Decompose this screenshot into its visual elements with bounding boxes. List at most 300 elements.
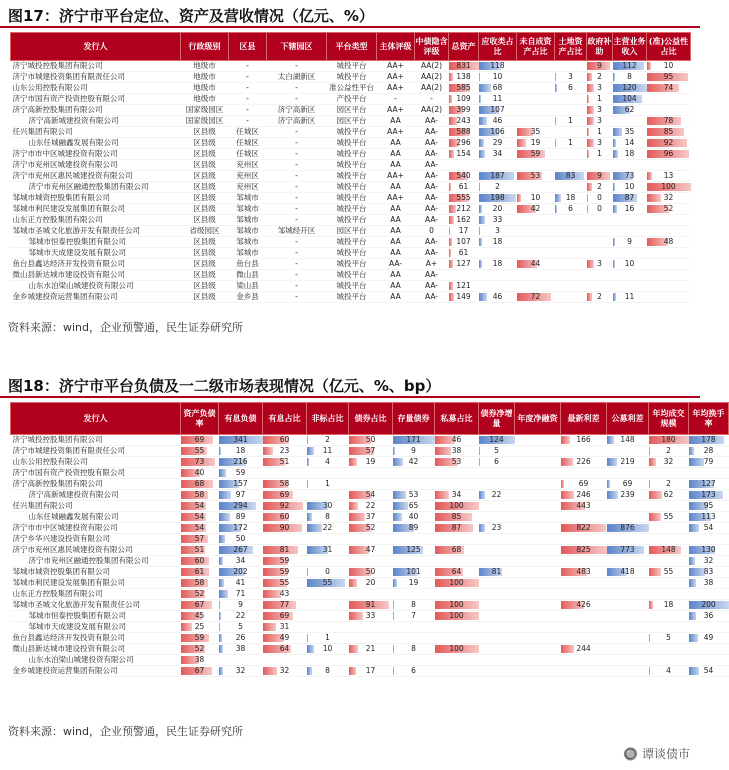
fig18-header-10: 最新利差 bbox=[561, 403, 607, 435]
table-cell bbox=[307, 655, 349, 666]
table-cell bbox=[607, 556, 649, 567]
table-cell: 399 bbox=[449, 105, 479, 116]
table-row bbox=[11, 589, 729, 600]
table-cell bbox=[349, 622, 393, 633]
table-cell: 180 bbox=[649, 435, 689, 446]
table-cell: 71 bbox=[219, 589, 263, 600]
table-cell bbox=[435, 633, 479, 644]
table-cell: 97 bbox=[219, 490, 263, 501]
table-cell: - bbox=[267, 281, 327, 292]
table-cell: 30 bbox=[307, 501, 349, 512]
table-cell: 邹城市 bbox=[229, 237, 267, 248]
table-cell: AA- bbox=[415, 182, 449, 193]
fig17-header-2: 区县 bbox=[229, 33, 267, 61]
table-cell: AA- bbox=[415, 215, 449, 226]
table-cell: 17 bbox=[449, 226, 479, 237]
table-cell: 212 bbox=[449, 204, 479, 215]
table-cell: 65 bbox=[393, 501, 435, 512]
table-cell: AA- bbox=[415, 292, 449, 303]
table-cell: 城投平台 bbox=[327, 127, 377, 138]
table-cell: 178 bbox=[689, 435, 729, 446]
table-cell bbox=[263, 468, 307, 479]
table-cell: 53 bbox=[393, 490, 435, 501]
table-cell bbox=[649, 655, 689, 666]
table-row bbox=[11, 226, 691, 237]
table-cell: 148 bbox=[649, 545, 689, 556]
table-cell: 11 bbox=[307, 446, 349, 457]
table-cell: AA+ bbox=[377, 193, 415, 204]
table-cell: 13 bbox=[647, 171, 691, 182]
table-cell bbox=[393, 622, 435, 633]
fig17-header-4: 平台类型 bbox=[327, 33, 377, 61]
table-cell bbox=[479, 556, 515, 567]
table-cell: 济宁高新区 bbox=[267, 116, 327, 127]
table-cell: 19 bbox=[393, 578, 435, 589]
table-cell: 省级园区 bbox=[181, 226, 229, 237]
table-cell bbox=[479, 655, 515, 666]
table-cell: 8 bbox=[393, 600, 435, 611]
table-cell: 61 bbox=[449, 248, 479, 259]
table-cell: 162 bbox=[449, 215, 479, 226]
table-cell: - bbox=[267, 61, 327, 72]
table-cell: 58 bbox=[181, 490, 219, 501]
table-cell: - bbox=[267, 237, 327, 248]
table-cell bbox=[649, 622, 689, 633]
table-cell bbox=[689, 468, 729, 479]
table-cell: 44 bbox=[517, 259, 555, 270]
table-cell: 9 bbox=[587, 61, 613, 72]
table-cell: 6 bbox=[555, 83, 587, 94]
table-cell: 35 bbox=[613, 127, 647, 138]
table-cell bbox=[307, 600, 349, 611]
table-cell: 107 bbox=[479, 105, 517, 116]
table-cell: 113 bbox=[689, 512, 729, 523]
table-cell: 城投平台 bbox=[327, 149, 377, 160]
table-cell: 34 bbox=[435, 490, 479, 501]
fig17-header-3: 下辖园区 bbox=[267, 33, 327, 61]
table-cell: 92 bbox=[263, 501, 307, 512]
table-cell: 城投平台 bbox=[327, 160, 377, 171]
table-cell bbox=[647, 248, 691, 259]
table-cell: 89 bbox=[393, 523, 435, 534]
table-cell bbox=[607, 633, 649, 644]
table-cell bbox=[517, 270, 555, 281]
table-cell: AA(2) bbox=[415, 61, 449, 72]
table-cell: 104 bbox=[613, 94, 647, 105]
table-cell bbox=[515, 457, 561, 468]
table-cell: 22 bbox=[349, 501, 393, 512]
table-cell: 172 bbox=[219, 523, 263, 534]
table-cell bbox=[307, 468, 349, 479]
fig18-header-3: 有息占比 bbox=[263, 403, 307, 435]
table-cell: 296 bbox=[449, 138, 479, 149]
table-cell bbox=[515, 578, 561, 589]
table-cell: - bbox=[267, 204, 327, 215]
table-cell: 43 bbox=[263, 589, 307, 600]
table-cell bbox=[649, 589, 689, 600]
table-cell: 69 bbox=[263, 611, 307, 622]
table-cell: 2 bbox=[307, 435, 349, 446]
table-cell: 198 bbox=[479, 193, 517, 204]
table-cell: 157 bbox=[219, 479, 263, 490]
table-cell bbox=[435, 556, 479, 567]
table-cell: 81 bbox=[479, 567, 515, 578]
table-cell bbox=[515, 600, 561, 611]
table-cell bbox=[555, 94, 587, 105]
table-cell: - bbox=[229, 116, 267, 127]
table-row bbox=[11, 633, 729, 644]
table-cell: 74 bbox=[647, 83, 691, 94]
table-cell: 95 bbox=[647, 72, 691, 83]
table-cell: 107 bbox=[449, 237, 479, 248]
table-cell: 426 bbox=[561, 600, 607, 611]
table-cell bbox=[393, 589, 435, 600]
table-cell: 2 bbox=[587, 182, 613, 193]
table-cell: 67 bbox=[181, 666, 219, 677]
table-cell bbox=[517, 83, 555, 94]
table-cell: 兖州区 bbox=[229, 182, 267, 193]
table-cell: 85 bbox=[435, 512, 479, 523]
table-cell: AA(2) bbox=[415, 83, 449, 94]
table-cell: 166 bbox=[561, 435, 607, 446]
table-cell: 69 bbox=[561, 479, 607, 490]
table-cell: 55 bbox=[649, 567, 689, 578]
table-cell: AA- bbox=[415, 281, 449, 292]
table-cell: - bbox=[267, 248, 327, 259]
table-cell: 106 bbox=[479, 127, 517, 138]
table-cell: 济宁高新区 bbox=[267, 105, 327, 116]
table-cell: 4 bbox=[649, 666, 689, 677]
table-cell: 173 bbox=[689, 490, 729, 501]
table-cell: 地级市 bbox=[181, 72, 229, 83]
table-row bbox=[11, 468, 729, 479]
table-cell bbox=[613, 116, 647, 127]
table-cell: 52 bbox=[647, 204, 691, 215]
table-cell: 585 bbox=[449, 83, 479, 94]
table-cell bbox=[517, 237, 555, 248]
table-cell: 58 bbox=[181, 578, 219, 589]
table-cell bbox=[555, 61, 587, 72]
table-cell: - bbox=[267, 138, 327, 149]
table-cell: 100 bbox=[435, 611, 479, 622]
table-row bbox=[11, 578, 729, 589]
table-cell bbox=[555, 182, 587, 193]
table-cell: 太白湖新区 bbox=[267, 72, 327, 83]
table-cell bbox=[613, 226, 647, 237]
table-cell: 10 bbox=[479, 72, 517, 83]
issuer-name: 邹城市利民建设发展集团有限公司 bbox=[11, 578, 181, 589]
issuer-name: 济宁高新控股集团有限公司 bbox=[11, 479, 181, 490]
table-cell bbox=[307, 622, 349, 633]
table-cell bbox=[587, 248, 613, 259]
table-cell: 城投平台 bbox=[327, 248, 377, 259]
table-cell: 园区平台 bbox=[327, 116, 377, 127]
table-cell: 40 bbox=[181, 468, 219, 479]
table-cell: 城投平台 bbox=[327, 281, 377, 292]
table-cell: A+ bbox=[415, 259, 449, 270]
table-cell bbox=[517, 281, 555, 292]
table-cell bbox=[393, 479, 435, 490]
table-cell bbox=[607, 468, 649, 479]
table-cell bbox=[307, 490, 349, 501]
table-cell: 89 bbox=[219, 512, 263, 523]
table-cell: 17 bbox=[349, 666, 393, 677]
table-cell bbox=[349, 468, 393, 479]
table-cell bbox=[649, 644, 689, 655]
table-cell: 区县级 bbox=[181, 248, 229, 259]
table-cell: 9 bbox=[587, 171, 613, 182]
table-cell bbox=[561, 622, 607, 633]
table-cell: AA bbox=[377, 270, 415, 281]
table-cell: 876 bbox=[607, 523, 649, 534]
table-cell: 城投平台 bbox=[327, 215, 377, 226]
table-cell: 100 bbox=[435, 644, 479, 655]
table-cell: 200 bbox=[689, 600, 729, 611]
fig17-header-7: 总资产 bbox=[449, 33, 479, 61]
table-cell: 7 bbox=[393, 611, 435, 622]
table-cell: 18 bbox=[479, 259, 517, 270]
table-cell: 10 bbox=[517, 193, 555, 204]
table-cell: 49 bbox=[263, 633, 307, 644]
issuer-name: 邹城市利民建设发展集团有限公司 bbox=[11, 204, 181, 215]
table-cell: 9 bbox=[613, 237, 647, 248]
fig17-header-0: 发行人 bbox=[11, 33, 181, 61]
table-cell: 91 bbox=[349, 600, 393, 611]
table-cell: 51 bbox=[181, 545, 219, 556]
table-cell: 125 bbox=[393, 545, 435, 556]
issuer-name: 鱼台县鑫达经济开发投资有限公司 bbox=[11, 633, 181, 644]
table-cell bbox=[479, 545, 515, 556]
issuer-name: 济宁城投控股集团有限公司 bbox=[11, 435, 181, 446]
table-cell: 50 bbox=[349, 567, 393, 578]
table-cell: 112 bbox=[613, 61, 647, 72]
table-cell: 28 bbox=[689, 446, 729, 457]
figure-17 bbox=[0, 0, 700, 340]
figure-18-table bbox=[10, 402, 729, 677]
table-cell: 1 bbox=[555, 116, 587, 127]
table-cell: 246 bbox=[561, 490, 607, 501]
table-cell: 267 bbox=[219, 545, 263, 556]
table-cell: 国家级园区 bbox=[181, 105, 229, 116]
table-cell bbox=[647, 292, 691, 303]
table-cell bbox=[517, 215, 555, 226]
table-cell: AA bbox=[377, 138, 415, 149]
table-cell: 78 bbox=[647, 116, 691, 127]
table-cell: 69 bbox=[263, 490, 307, 501]
table-row bbox=[11, 512, 729, 523]
table-cell: 任城区 bbox=[229, 149, 267, 160]
table-cell: 53 bbox=[517, 171, 555, 182]
table-cell bbox=[561, 589, 607, 600]
table-cell: 29 bbox=[479, 138, 517, 149]
table-cell: 2 bbox=[587, 72, 613, 83]
table-cell: AA bbox=[377, 237, 415, 248]
table-cell: AA- bbox=[415, 116, 449, 127]
table-cell bbox=[689, 534, 729, 545]
table-cell: 36 bbox=[689, 611, 729, 622]
table-cell bbox=[649, 523, 689, 534]
table-cell bbox=[479, 248, 517, 259]
table-cell bbox=[479, 578, 515, 589]
table-cell: 55 bbox=[181, 446, 219, 457]
table-cell: 38 bbox=[689, 578, 729, 589]
table-cell bbox=[515, 468, 561, 479]
table-cell: 3 bbox=[587, 259, 613, 270]
table-cell bbox=[587, 226, 613, 237]
table-cell: AA bbox=[377, 116, 415, 127]
table-row bbox=[11, 435, 729, 446]
issuer-name: 济宁市城建投资集团有限责任公司 bbox=[11, 72, 181, 83]
table-row bbox=[11, 523, 729, 534]
table-row bbox=[11, 171, 691, 182]
table-cell: 城投平台 bbox=[327, 171, 377, 182]
table-cell bbox=[349, 633, 393, 644]
table-cell: 68 bbox=[435, 545, 479, 556]
table-row bbox=[11, 61, 691, 72]
table-cell bbox=[479, 611, 515, 622]
table-cell bbox=[517, 226, 555, 237]
fig18-header-8: 债券净增量 bbox=[479, 403, 515, 435]
table-cell: 61 bbox=[449, 182, 479, 193]
table-cell bbox=[515, 479, 561, 490]
issuer-name: 山东水泊梁山城建投资有限公司 bbox=[11, 655, 181, 666]
table-cell: 187 bbox=[479, 171, 517, 182]
table-cell: 6 bbox=[555, 204, 587, 215]
table-cell bbox=[435, 468, 479, 479]
table-cell: 19 bbox=[517, 138, 555, 149]
table-cell: 32 bbox=[649, 457, 689, 468]
table-cell bbox=[647, 215, 691, 226]
table-cell: 61 bbox=[181, 567, 219, 578]
table-cell: 区县级 bbox=[181, 292, 229, 303]
table-cell bbox=[393, 468, 435, 479]
table-cell: 园区平台 bbox=[327, 105, 377, 116]
table-row bbox=[11, 105, 691, 116]
table-cell: 31 bbox=[307, 545, 349, 556]
table-cell: 23 bbox=[479, 523, 515, 534]
table-cell: 154 bbox=[449, 149, 479, 160]
table-cell: 1 bbox=[307, 479, 349, 490]
table-cell: 73 bbox=[181, 457, 219, 468]
table-cell bbox=[515, 534, 561, 545]
table-cell: 79 bbox=[689, 457, 729, 468]
table-cell: 城投平台 bbox=[327, 237, 377, 248]
table-cell bbox=[517, 105, 555, 116]
table-cell: - bbox=[267, 160, 327, 171]
table-cell: AA- bbox=[415, 138, 449, 149]
table-cell: 42 bbox=[517, 204, 555, 215]
table-cell: 62 bbox=[649, 490, 689, 501]
table-cell bbox=[689, 622, 729, 633]
issuer-name: 济宁乡华兴建设投资有限公司 bbox=[11, 534, 181, 545]
table-cell bbox=[613, 215, 647, 226]
table-cell: 68 bbox=[479, 83, 517, 94]
issuer-name: 济宁市兖州区惠民城建投资有限公司 bbox=[11, 171, 181, 182]
table-cell bbox=[479, 600, 515, 611]
issuer-name: 金乡城建投资运营集团有限公司 bbox=[11, 292, 181, 303]
table-cell: 3 bbox=[587, 105, 613, 116]
table-cell: AA- bbox=[415, 248, 449, 259]
table-cell: - bbox=[229, 83, 267, 94]
table-cell bbox=[435, 622, 479, 633]
table-cell: AA bbox=[377, 226, 415, 237]
table-cell bbox=[515, 655, 561, 666]
fig18-header-0: 发行人 bbox=[11, 403, 181, 435]
table-row bbox=[11, 116, 691, 127]
table-cell: 3 bbox=[479, 226, 517, 237]
table-cell: 邹城市 bbox=[229, 204, 267, 215]
table-cell: 588 bbox=[449, 127, 479, 138]
table-cell: 118 bbox=[479, 61, 517, 72]
table-cell bbox=[613, 270, 647, 281]
issuer-name: 济宁市国有资产投资控股有限公司 bbox=[11, 94, 181, 105]
table-cell: AA(2) bbox=[415, 105, 449, 116]
issuer-name: 邹城市天成建设发展有限公司 bbox=[11, 248, 181, 259]
table-row bbox=[11, 215, 691, 226]
table-cell bbox=[393, 534, 435, 545]
fig17-header-1: 行政级别 bbox=[181, 33, 229, 61]
table-cell: 53 bbox=[435, 457, 479, 468]
table-cell: 77 bbox=[263, 600, 307, 611]
issuer-name: 邹城市天成建设发展有限公司 bbox=[11, 622, 181, 633]
table-cell: 兖州区 bbox=[229, 160, 267, 171]
table-cell: 96 bbox=[647, 149, 691, 160]
table-cell: 梁山县 bbox=[229, 281, 267, 292]
table-row bbox=[11, 600, 729, 611]
table-cell: 0 bbox=[587, 204, 613, 215]
table-cell: 城投平台 bbox=[327, 193, 377, 204]
table-cell bbox=[515, 556, 561, 567]
fig17-header-11: 政府补助 bbox=[587, 33, 613, 61]
table-cell: 120 bbox=[613, 83, 647, 94]
table-cell bbox=[587, 237, 613, 248]
table-cell: AA bbox=[377, 281, 415, 292]
table-cell: 226 bbox=[561, 457, 607, 468]
issuer-name: 济宁高新控股集团有限公司 bbox=[11, 105, 181, 116]
table-cell: 109 bbox=[449, 94, 479, 105]
table-cell: 50 bbox=[219, 534, 263, 545]
table-cell bbox=[587, 270, 613, 281]
table-cell: 8 bbox=[393, 644, 435, 655]
table-cell: 33 bbox=[479, 215, 517, 226]
table-cell: 87 bbox=[613, 193, 647, 204]
table-cell: 8 bbox=[307, 666, 349, 677]
table-row bbox=[11, 204, 691, 215]
table-cell: 城投平台 bbox=[327, 270, 377, 281]
issuer-name: 微山县新达城市建设投资有限公司 bbox=[11, 270, 181, 281]
table-cell bbox=[561, 611, 607, 622]
table-cell: 55 bbox=[263, 578, 307, 589]
table-cell: 城投平台 bbox=[327, 204, 377, 215]
table-cell: AA bbox=[377, 248, 415, 259]
table-cell: 32 bbox=[263, 666, 307, 677]
table-cell: 兖州区 bbox=[229, 171, 267, 182]
table-cell bbox=[561, 556, 607, 567]
table-cell: 83 bbox=[689, 567, 729, 578]
table-cell bbox=[515, 633, 561, 644]
table-cell: 49 bbox=[689, 633, 729, 644]
table-cell: 31 bbox=[263, 622, 307, 633]
fig18-header-9: 年度净融资 bbox=[515, 403, 561, 435]
table-cell bbox=[555, 270, 587, 281]
table-cell bbox=[607, 622, 649, 633]
table-cell: 城投平台 bbox=[327, 292, 377, 303]
table-cell: 45 bbox=[181, 611, 219, 622]
table-cell bbox=[649, 468, 689, 479]
figure-18 bbox=[0, 370, 725, 770]
table-row bbox=[11, 72, 691, 83]
table-cell bbox=[479, 281, 517, 292]
